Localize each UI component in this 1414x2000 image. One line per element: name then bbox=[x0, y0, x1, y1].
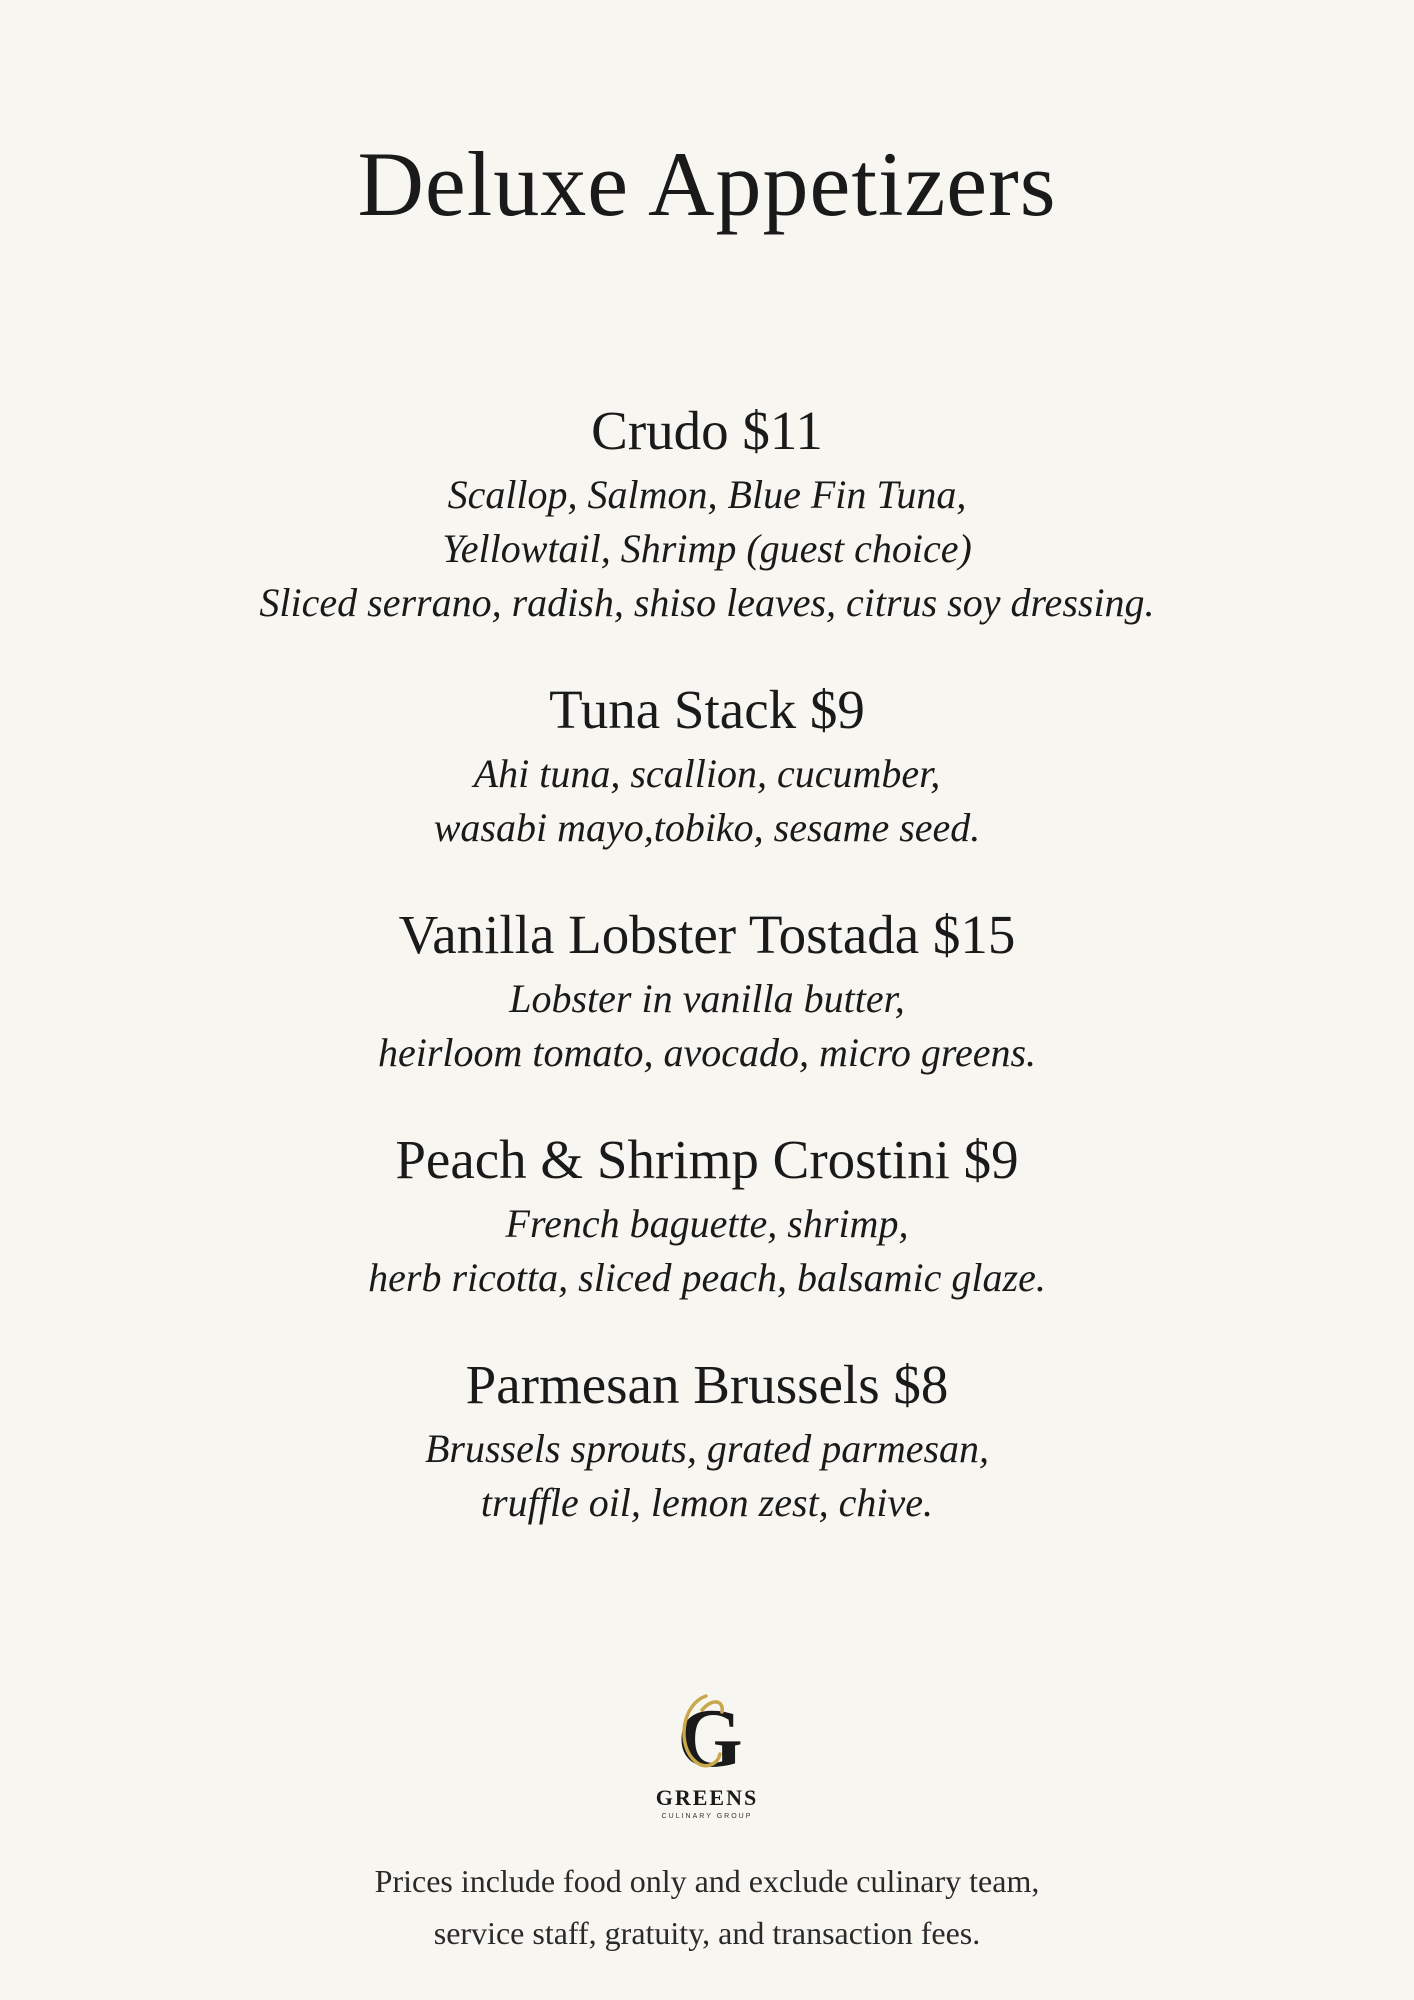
item-description-line: Ahi tuna, scallion, cucumber, bbox=[473, 751, 941, 796]
item-description-line: truffle oil, lemon zest, chive. bbox=[480, 1480, 934, 1525]
menu-item-shrimp-crostini bbox=[0, 1129, 1414, 1305]
item-description-line: French baguette, shrimp, bbox=[505, 1201, 909, 1246]
menu-item-crudo bbox=[0, 400, 1414, 630]
logo-name: GREENS bbox=[655, 1785, 759, 1810]
item-description-line: Sliced serrano, radish, shiso leaves, citrus soy dressing. bbox=[259, 580, 1155, 625]
page-title: Deluxe Appetizers bbox=[357, 133, 1057, 235]
pricing-footnote bbox=[0, 1855, 1414, 1959]
menu-item-lobster-tostada bbox=[0, 904, 1414, 1080]
footnote-line: Prices include food only and exclude culinary team, bbox=[374, 1863, 1040, 1899]
company-logo bbox=[0, 1690, 1414, 1820]
item-description-line: heirloom tomato, avocado, micro greens. bbox=[377, 1030, 1037, 1075]
logo-subtitle: CULINARY GROUP bbox=[661, 1813, 753, 1820]
svg-text:G: G bbox=[677, 1692, 743, 1780]
item-description-line: Lobster in vanilla butter, bbox=[509, 976, 905, 1021]
item-description-line: Yellowtail, Shrimp (guest choice) bbox=[442, 526, 972, 571]
menu-item-parmesan-brussels bbox=[0, 1354, 1414, 1530]
item-name: Crudo $11 bbox=[591, 400, 823, 461]
item-name: Peach & Shrimp Crostini $9 bbox=[395, 1129, 1019, 1190]
item-description-line: wasabi mayo,tobiko, sesame seed. bbox=[433, 805, 981, 850]
item-description-line: herb ricotta, sliced peach, balsamic glaze. bbox=[368, 1255, 1046, 1300]
item-description-line: Scallop, Salmon, Blue Fin Tuna, bbox=[447, 472, 967, 517]
item-name: Tuna Stack $9 bbox=[549, 679, 865, 740]
item-name: Vanilla Lobster Tostada $15 bbox=[398, 904, 1016, 965]
item-description-line: Brussels sprouts, grated parmesan, bbox=[424, 1426, 990, 1471]
menu-item-tuna-stack bbox=[0, 679, 1414, 855]
item-name: Parmesan Brussels $8 bbox=[465, 1354, 949, 1415]
footnote-line: service staff, gratuity, and transaction fees. bbox=[433, 1915, 981, 1951]
monogram-icon bbox=[662, 1690, 752, 1780]
menu-list bbox=[0, 400, 1414, 1582]
